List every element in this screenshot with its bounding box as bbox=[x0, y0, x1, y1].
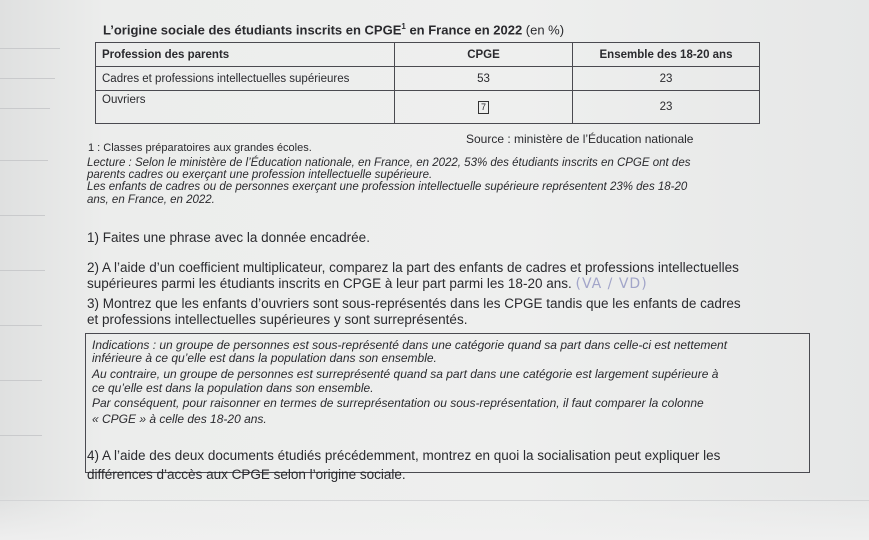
question-4-line: différences d’accès aux CPGE selon l’origine sociale. bbox=[87, 467, 406, 482]
table-cell-ensemble: 23 bbox=[573, 91, 760, 124]
indication-line: ce qu’elle est dans la population dans son ensemble. bbox=[92, 381, 374, 395]
ruled-line bbox=[0, 325, 42, 326]
ruled-line bbox=[0, 108, 50, 109]
lecture-line: ans, en France, en 2022. bbox=[87, 194, 215, 206]
question-2-line: supérieures parmi les étudiants inscrits en CPGE à leur part parmi les 18-20 ans. (VA / VD) bbox=[87, 276, 648, 292]
ruled-line bbox=[0, 380, 42, 381]
ruled-line bbox=[0, 215, 45, 216]
lecture-line: parents cadres ou exerçant une profession intellectuelle supérieure. bbox=[87, 169, 433, 181]
highlighted-value: 7 bbox=[478, 101, 489, 114]
source-note: Source : ministère de l’Éducation nationale bbox=[466, 132, 694, 146]
indication-line: inférieure à ce qu’elle est dans la population dans son ensemble. bbox=[92, 351, 437, 365]
ruled-line bbox=[0, 270, 45, 271]
data-table bbox=[95, 42, 760, 124]
handwritten-annotation: (VA / VD) bbox=[575, 276, 648, 292]
table-header-row bbox=[96, 43, 760, 67]
ruled-line bbox=[0, 78, 55, 79]
question-2-line: 2) A l’aide d’un coefficient multiplicateur, comparez la part des enfants de cadres et professions intellectuelles bbox=[87, 260, 739, 275]
question-4-line: 4) A l’aide des deux documents étudiés précédemment, montrez en quoi la socialisation peut expliquer les bbox=[87, 448, 721, 463]
table-header: Profession des parents bbox=[96, 43, 395, 67]
question-3-line: 3) Montrez que les enfants d’ouvriers sont sous-représentés dans les CPGE tandis que les enfants de cadres bbox=[87, 296, 741, 311]
question-1: 1) Faites une phrase avec la donnée encadrée. bbox=[87, 230, 370, 245]
indication-line: Par conséquent, pour raisonner en termes de surreprésentation ou sous-représentation, il faut comparer la colonne bbox=[92, 396, 704, 410]
indication-line: Indications : un groupe de personnes est sous-représenté dans une catégorie quand sa part dans celle-ci est nettement bbox=[92, 338, 728, 352]
lecture-line: Les enfants de cadres ou de personnes exerçant une profession intellectuelle supérieure représentent 23% des 18-20 bbox=[87, 181, 688, 193]
table-cell-cpge bbox=[395, 91, 573, 124]
table-cell-cpge: 53 bbox=[395, 67, 573, 91]
table-row bbox=[96, 67, 760, 91]
question-3-line: et professions intellectuelles supérieures y sont surreprésentés. bbox=[87, 312, 468, 327]
table-header: CPGE bbox=[395, 43, 573, 67]
table-cell-label: Ouvriers bbox=[96, 91, 395, 124]
indication-line: Au contraire, un groupe de personnes est surreprésenté quand sa part dans une catégorie est largement supérieure à bbox=[92, 367, 719, 381]
table-header: Ensemble des 18-20 ans bbox=[573, 43, 760, 67]
ruled-line bbox=[0, 435, 42, 436]
ruled-line bbox=[0, 48, 60, 49]
indication-line: « CPGE » à celle des 18-20 ans. bbox=[92, 412, 267, 426]
ruled-line bbox=[0, 160, 48, 161]
page-shadow bbox=[0, 495, 869, 540]
table-row bbox=[96, 91, 760, 124]
lecture-line: Lecture : Selon le ministère de l’Éducation nationale, en France, en 2022, 53% des étudiants inscrits en CPGE ont des bbox=[87, 157, 691, 169]
table-cell-ensemble: 23 bbox=[573, 67, 760, 91]
document-title: L’origine sociale des étudiants inscrits en CPGE$^1$ en France en 2022 (en %) bbox=[103, 22, 565, 38]
footnote: 1 : Classes préparatoires aux grandes écoles. bbox=[88, 142, 312, 154]
table-cell-label: Cadres et professions intellectuelles supérieures bbox=[96, 67, 395, 91]
